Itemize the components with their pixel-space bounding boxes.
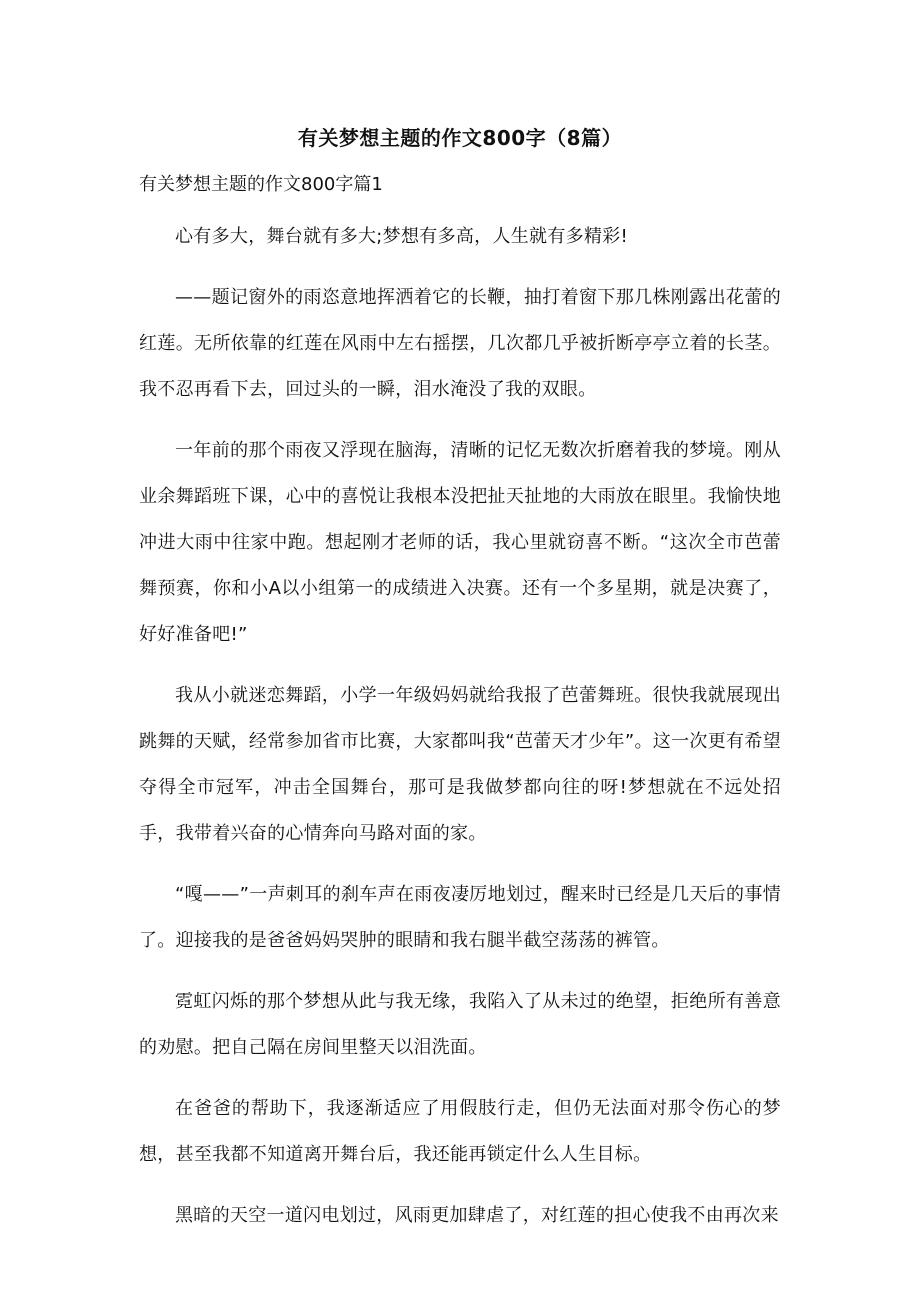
section-heading: 有关梦想主题的作文800字篇1 [139,174,383,195]
paragraph: 一年前的那个雨夜又浮现在脑海，清晰的记忆无数次折磨着我的梦境。刚从业余舞蹈班下课，心中的喜悦让我根本没把扯天扯地的大雨放在眼里。我愉快地冲进大雨中往家中跑。想起刚才老师的话，我心里就窃喜不断。“这次全市芭蕾舞预赛，你和小A以小组第一的成绩进入决赛。还有一个多星期，就是决赛了，好好准备吧!” [139,440,781,645]
paragraph: 我从小就迷恋舞蹈，小学一年级妈妈就给我报了芭蕾舞班。很快我就展现出跳舞的天赋，经常参加省市比赛，大家都叫我“芭蕾天才少年”。这一次更有希望夺得全市冠军，冲击全国舞台，那可是我做梦都向往的呀!梦想就在不远处招手，我带着兴奋的心情奔向马路对面的家。 [139,685,781,844]
article-body [139,214,781,1254]
paragraph: 心有多大，舞台就有多大;梦想有多高，人生就有多精彩! [175,226,629,247]
paragraph: 黑暗的天空一道闪电划过，风雨更加肆虐了，对红莲的担心使我不由再次来 [175,1205,779,1226]
document-title: 有关梦想主题的作文800字（8篇） [297,126,623,150]
paragraph: ——题记窗外的雨恣意地挥洒着它的长鞭，抽打着窗下那几株刚露出花蕾的红莲。无所依靠的红莲在风雨中左右摇摆，几次都几乎被折断亭亭立着的长茎。我不忍再看下去，回过头的一瞬，泪水淹没了我的双眼。 [139,287,781,400]
paragraph: “嘎——”一声刺耳的刹车声在雨夜凄厉地划过，醒来时已经是几天后的事情了。迎接我的是爸爸妈妈哭肿的眼睛和我右腿半截空荡荡的裤管。 [139,884,781,951]
paragraph: 在爸爸的帮助下，我逐渐适应了用假肢行走，但仍无法面对那令伤心的梦想，甚至我都不知道离开舞台后，我还能再锁定什么人生目标。 [139,1098,781,1165]
paragraph: 霓虹闪烁的那个梦想从此与我无缘，我陷入了从未过的绝望，拒绝所有善意的劝慰。把自己隔在房间里整天以泪洗面。 [139,991,781,1058]
